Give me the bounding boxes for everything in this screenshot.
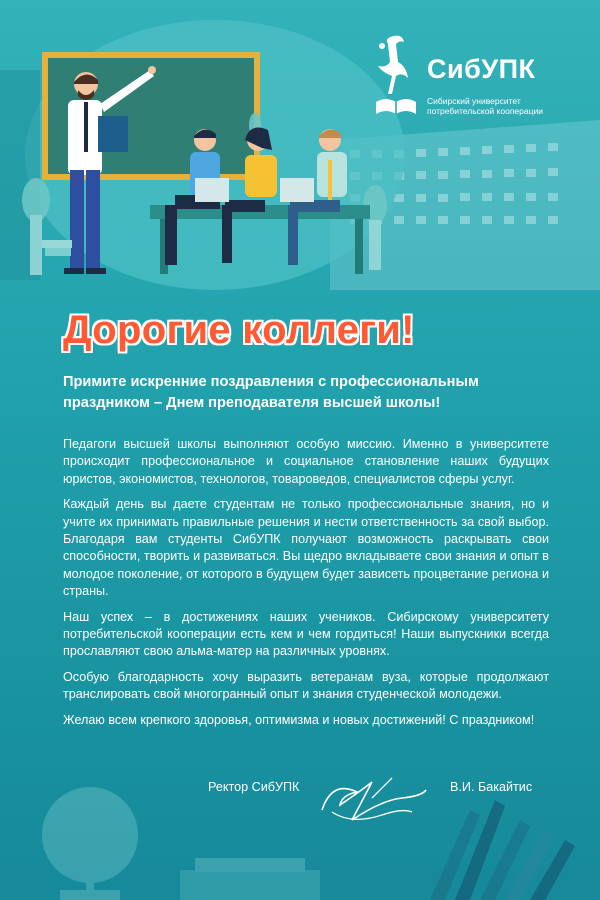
paragraph-3: Наш успех – в достижениях наших учеников. Сибирскому университету потребительской кооперации есть кем и чем гордиться! Наши выпускники всегда прославляют свою альма-матер на различных уровнях. [63, 609, 549, 659]
signer-name: В.И. Бакайтис [450, 780, 533, 794]
brand-subtitle-line1: Сибирский университет [427, 96, 521, 106]
signer-position: Ректор СибУПК [208, 780, 300, 794]
brand-subtitle-line2: потребительской кооперации [427, 106, 543, 116]
letter-title: Дорогие коллеги! [63, 308, 415, 352]
letter-body [63, 436, 549, 737]
paragraph-5: Желаю всем крепкого здоровья, оптимизма и новых достижений! С праздником! [63, 712, 535, 727]
paragraph-4: Особую благодарность хочу выразить ветеранам вуза, которые продолжают транслировать свой многогранный опыт и знания студенческой молодежи. [63, 669, 549, 702]
paragraph-2: Каждый день вы даете студентам не только профессиональные знания, но и учите их принимать правильные решения и нести ответственность за свой выбор. Благодаря вам студенты СибУПК получают возможность раскрывать свои способности, творить и развиваться. Вы щедро вкладываете свои знания и опыт в молодое поколение, от которого в будущем будет зависеть процветание региона и страны. [63, 497, 549, 599]
logo-mark-icon [372, 32, 422, 120]
brand-subtitle [427, 96, 577, 116]
handwritten-signature [312, 770, 432, 830]
sibupk-logo [372, 32, 572, 122]
bottom-decoration [0, 740, 600, 900]
brand-name: СибУПК [427, 54, 536, 84]
letter-subtitle: Примите искренние поздравления с профессиональным праздником – Днем преподавателя высшей школы! [63, 374, 479, 411]
paragraph-1: Педагоги высшей школы выполняют особую миссию. Именно в университете происходит профессиональное и социальное становление наших будущих юристов, экономистов, технологов, товароведов, специалистов сферы услуг. [63, 437, 549, 486]
